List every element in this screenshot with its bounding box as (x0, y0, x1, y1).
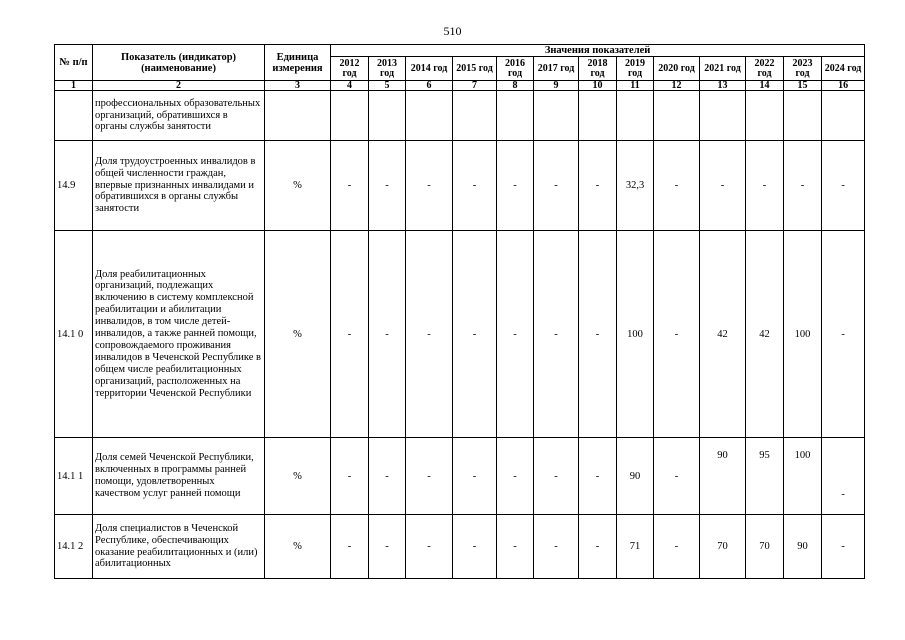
value-cell: - (406, 438, 453, 515)
value-cell: - (497, 438, 534, 515)
value-cell: - (497, 231, 534, 438)
value-cell: 70 (700, 515, 746, 579)
value-cell: - (331, 231, 369, 438)
value-cell: 100 (784, 438, 822, 515)
value-cell: 100 (617, 231, 654, 438)
column-number: 11 (617, 81, 654, 91)
value-cell: - (369, 515, 406, 579)
column-number: 7 (453, 81, 497, 91)
value-cell: - (331, 515, 369, 579)
value-cell (453, 91, 497, 141)
column-number: 13 (700, 81, 746, 91)
value-cell: - (579, 438, 617, 515)
unit-cell (265, 91, 331, 141)
column-number: 16 (822, 81, 865, 91)
value-cell: - (822, 515, 865, 579)
header-year: 2015 год (453, 57, 497, 81)
value-cell: - (369, 438, 406, 515)
value-cell (579, 91, 617, 141)
value-cell (406, 91, 453, 141)
value-cell: - (369, 141, 406, 231)
table-row (55, 231, 865, 438)
indicator-name: Доля реабилитационных организаций, подлежащих включению в систему комплексной реабилитации и абилитации инвалидов, в том числе детей-инвалидов, а также ранней помощи, сопровождаемого проживания инвалидов в Чеченской Республике в общем числе реабилитационных организаций, расположенных на территории Чеченской Республики (93, 231, 265, 438)
value-cell: - (822, 438, 865, 515)
value-cell: - (534, 231, 579, 438)
indicator-name: Доля трудоустроенных инвалидов в общей численности граждан, впервые признанных инвалидами и обратившихся в органы службы занятости (93, 141, 265, 231)
value-cell: 71 (617, 515, 654, 579)
value-cell: - (822, 231, 865, 438)
indicator-name: Доля семей Чеченской Республики, включенных в программы ранней помощи, удовлетворенных качеством услуг ранней помощи (93, 438, 265, 515)
header-unit: Единица измерения (265, 45, 331, 81)
value-cell: - (406, 141, 453, 231)
value-cell: 42 (700, 231, 746, 438)
value-cell (746, 91, 784, 141)
row-number: 14.1 2 (55, 515, 93, 579)
value-cell: - (579, 141, 617, 231)
value-cell: - (497, 141, 534, 231)
unit-cell: % (265, 231, 331, 438)
value-cell: - (331, 141, 369, 231)
row-number: 14.1 1 (55, 438, 93, 515)
indicator-name: профессиональных образовательных организаций, обратившихся в органы службы занятости (93, 91, 265, 141)
value-cell: - (497, 515, 534, 579)
table-row (55, 141, 865, 231)
column-number: 8 (497, 81, 534, 91)
value-cell: 42 (746, 231, 784, 438)
column-number: 9 (534, 81, 579, 91)
value-cell: 90 (617, 438, 654, 515)
value-cell: 32,3 (617, 141, 654, 231)
value-cell: - (534, 515, 579, 579)
column-number: 6 (406, 81, 453, 91)
value-cell (534, 91, 579, 141)
indicator-name: Доля специалистов в Чеченской Республике, обеспечивающих оказание реабилитационных и (или) абилитационных (93, 515, 265, 579)
header-year: 2022 год (746, 57, 784, 81)
unit-cell: % (265, 438, 331, 515)
column-number: 3 (265, 81, 331, 91)
value-cell: 70 (746, 515, 784, 579)
value-cell: - (534, 141, 579, 231)
value-cell: - (654, 438, 700, 515)
value-cell: - (369, 231, 406, 438)
value-cell (700, 91, 746, 141)
value-cell (784, 91, 822, 141)
row-number: 14.9 (55, 141, 93, 231)
value-cell: - (406, 231, 453, 438)
page-number: 510 (443, 24, 462, 38)
table-row (55, 438, 865, 515)
value-cell: - (331, 438, 369, 515)
header-year: 2013 год (369, 57, 406, 81)
header-year: 2014 год (406, 57, 453, 81)
header-year: 2020 год (654, 57, 700, 81)
value-cell: - (700, 141, 746, 231)
value-cell: - (453, 515, 497, 579)
value-cell: - (654, 231, 700, 438)
column-number: 2 (93, 81, 265, 91)
value-cell: - (654, 515, 700, 579)
value-cell: - (406, 515, 453, 579)
column-number: 15 (784, 81, 822, 91)
header-values: Значения показателей (331, 45, 865, 57)
value-cell (617, 91, 654, 141)
value-cell: - (822, 141, 865, 231)
header-num: № п/п (55, 45, 93, 81)
column-number: 1 (55, 81, 93, 91)
header-year: 2021 год (700, 57, 746, 81)
header-year: 2016 год (497, 57, 534, 81)
header-year: 2017 год (534, 57, 579, 81)
value-cell (822, 91, 865, 141)
value-cell: - (654, 141, 700, 231)
unit-cell: % (265, 141, 331, 231)
row-number (55, 91, 93, 141)
header-year: 2012 год (331, 57, 369, 81)
value-cell: - (453, 141, 497, 231)
value-cell: - (746, 141, 784, 231)
value-cell: - (579, 231, 617, 438)
column-number: 10 (579, 81, 617, 91)
value-cell (654, 91, 700, 141)
header-year: 2024 год (822, 57, 865, 81)
value-cell (369, 91, 406, 141)
header-year: 2023 год (784, 57, 822, 81)
value-cell: - (453, 231, 497, 438)
value-cell (497, 91, 534, 141)
value-cell: 100 (784, 231, 822, 438)
column-numbers-row (55, 81, 865, 91)
row-number: 14.1 0 (55, 231, 93, 438)
column-number: 12 (654, 81, 700, 91)
header-year: 2019 год (617, 57, 654, 81)
table-row (55, 515, 865, 579)
column-number: 14 (746, 81, 784, 91)
header-year: 2018 год (579, 57, 617, 81)
unit-cell: % (265, 515, 331, 579)
header-indicator: Показатель (индикатор) (наименование) (93, 45, 265, 81)
value-cell: - (579, 515, 617, 579)
value-cell: - (453, 438, 497, 515)
column-number: 4 (331, 81, 369, 91)
value-cell: - (534, 438, 579, 515)
column-number: 5 (369, 81, 406, 91)
value-cell (331, 91, 369, 141)
value-cell: 95 (746, 438, 784, 515)
value-cell: 90 (784, 515, 822, 579)
indicators-table (54, 44, 865, 579)
table-row (55, 91, 865, 141)
value-cell: 90 (700, 438, 746, 515)
value-cell: - (784, 141, 822, 231)
